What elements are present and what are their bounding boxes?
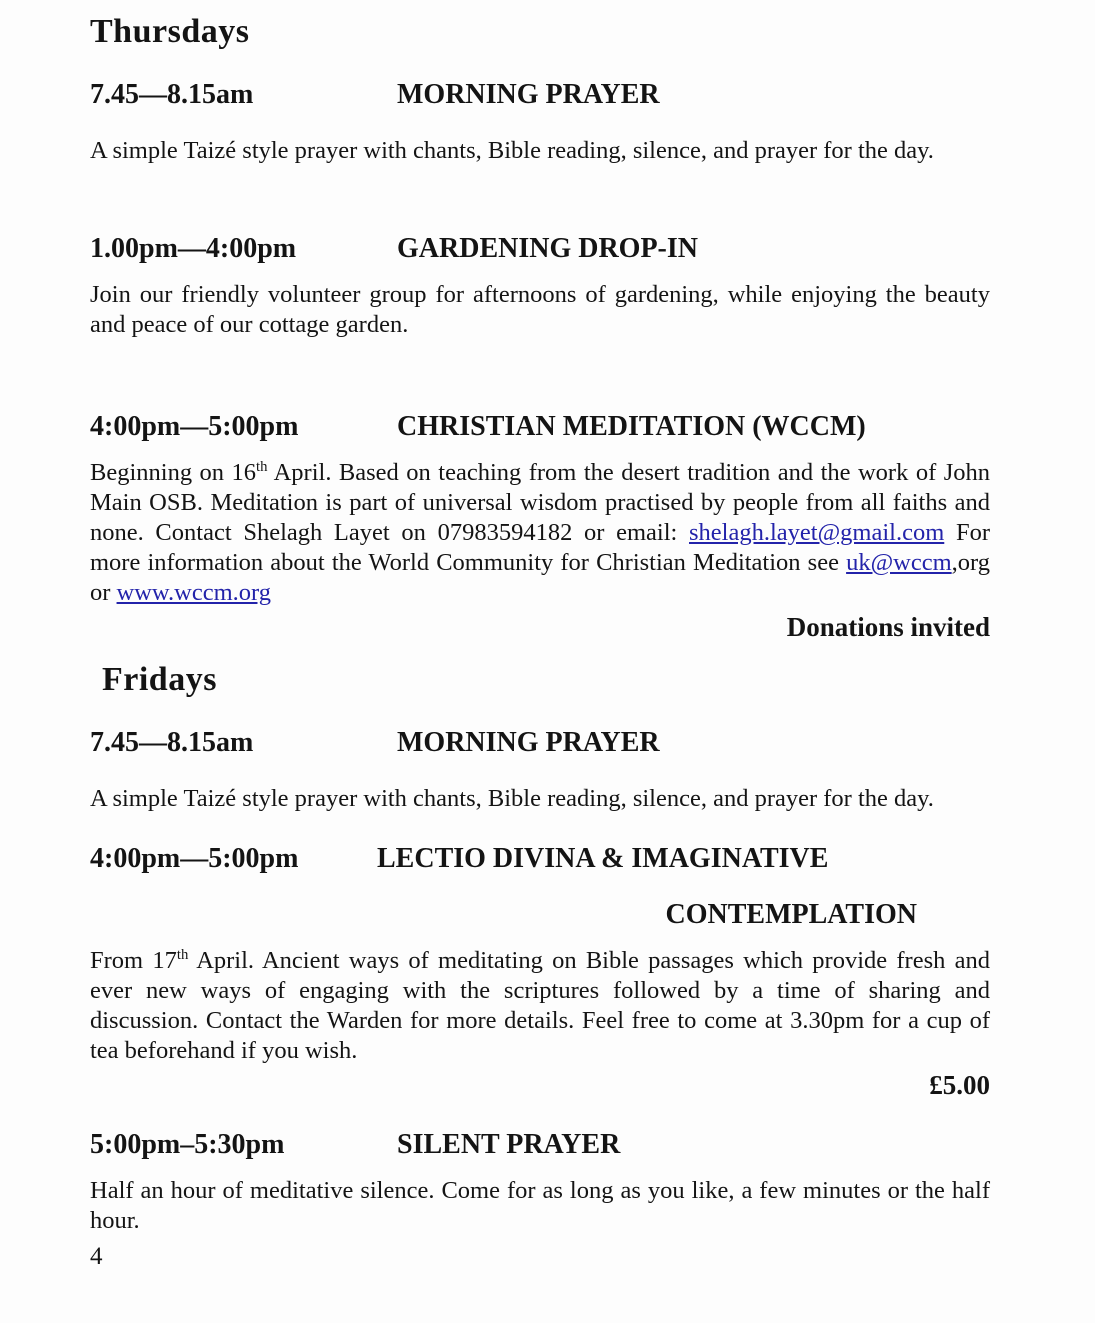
day-heading-thursdays: Thursdays [90,13,250,50]
wccm-email-link[interactable]: uk@wccm [846,549,952,576]
price-note: £5.00 [929,1070,990,1100]
event-title: GARDENING DROP-IN [397,233,698,264]
event-row-thu-meditation [90,410,990,444]
page-number: 4 [90,1243,103,1270]
event-description: Join our friendly volunteer group for afternoons of gardening, while enjoying the beauty and peace of our cottage garden. [90,281,990,338]
event-time: 1.00pm—4:00pm [90,233,297,264]
event-time: 7.45—8.15am [90,727,254,758]
event-time: 7.45—8.15am [90,79,254,110]
description-text: April. Based on teaching from the desert tradition and the work of John Main OSB. Meditation is part of universal wisdom practised by people from all faiths and none. Contact Shelagh Layet on 07983594182 or email: [90,459,990,546]
event-row-fri-morning-prayer [90,726,990,760]
event-title: MORNING PRAYER [397,79,660,110]
event-title-continued: CONTEMPLATION [665,899,917,930]
event-title: SILENT PRAYER [397,1129,621,1160]
event-row-fri-lectio-divina [90,842,990,876]
event-time: 4:00pm—5:00pm [90,843,299,874]
ordinal-superscript: th [176,946,189,963]
event-description [90,458,990,608]
email-link[interactable]: shelagh.layet@gmail.com [689,519,945,546]
event-title: CHRISTIAN MEDITATION (WCCM) [397,411,866,442]
day-heading-fridays: Fridays [102,661,217,698]
wccm-website-link[interactable]: www.wccm.org [116,579,271,606]
event-description: A simple Taizé style prayer with chants, Bible reading, silence, and prayer for the day. [90,137,934,164]
description-text: ,org or [90,549,990,606]
event-row-thu-gardening [90,232,990,266]
event-description [90,946,990,1066]
event-title: MORNING PRAYER [397,727,660,758]
event-time: 5:00pm–5:30pm [90,1129,285,1160]
event-description: Half an hour of meditative silence. Come for as long as you like, a few minutes or the half hour. [90,1177,990,1234]
event-title: LECTIO DIVINA & IMAGINATIVE [377,843,829,874]
description-text: Beginning on 16 [90,459,257,486]
event-description: A simple Taizé style prayer with chants, Bible reading, silence, and prayer for the day. [90,785,934,812]
description-text: April. Ancient ways of meditating on Bible passages which provide fresh and ever new ways of engaging with the scriptures followed by a time of sharing and discussion. Contact the Warden for more details. Feel free to come at 3.30pm for a cup of tea beforehand if you wish. [90,947,991,1064]
event-time: 4:00pm—5:00pm [90,411,299,442]
description-text: From 17 [90,947,177,974]
donations-note: Donations invited [786,612,990,642]
ordinal-superscript: th [256,458,268,475]
event-row-thu-morning-prayer [90,78,990,112]
description-text: For more information about the World Community for Christian Meditation see [90,519,990,576]
event-row-fri-silent-prayer [90,1128,990,1162]
